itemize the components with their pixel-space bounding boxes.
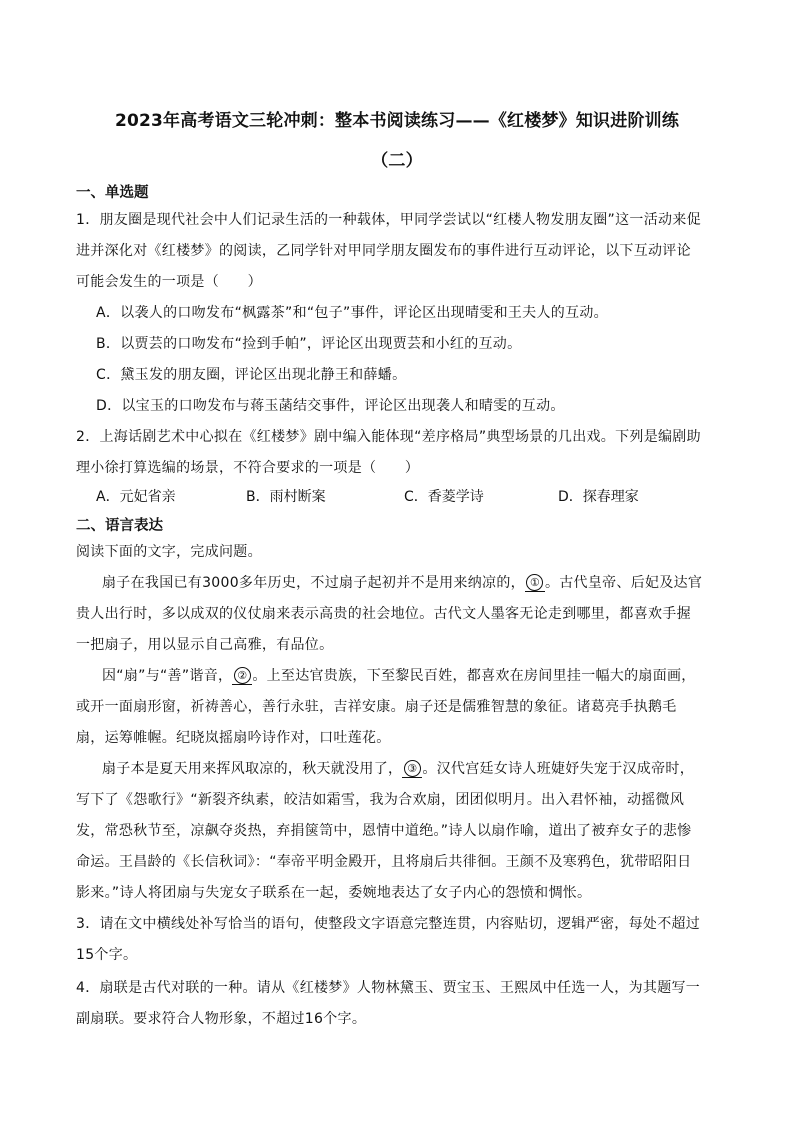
passage-p1-line2: 贵人出行时，多以成双的仪仗扇来表示高贵的社会地位。古代文人墨客无论走到哪里，都喜欢手握: [76, 606, 691, 622]
passage-p2-line2: 或开一面扇形窗，祈祷善心，善行永驻，吉祥安康。扇子还是儒雅智慧的象征。诸葛亮手执鹅毛: [76, 699, 677, 715]
q1-text-line2: 进并深化对《红楼梦》的阅读，乙同学针对甲同学朋友圈发布的事件进行互动评论，以下互动评论: [76, 243, 691, 259]
q3-text-line1: 3．请在文中横线处补写恰当的语句，使整段文字语意完整连贯，内容贴切，逻辑严密，每处不超过: [76, 916, 701, 932]
q2-text-line2: 理小徐打算选编的场景，不符合要求的一项是（ ）: [76, 460, 420, 476]
blank-marker-3: ③: [404, 760, 421, 777]
q2-option-b: B．雨村断案: [246, 489, 326, 505]
passage-p2-line3: 扇，运筹帷幄。纪晓岚摇扇吟诗作对，口吐莲花。: [76, 730, 391, 746]
blank-marker-1: ①: [526, 574, 543, 591]
q2-option-d: D．探春理家: [558, 489, 639, 505]
section-heading-language: 二、语言表达: [76, 518, 163, 534]
passage-p3-line3: 发，常恐秋节至，凉飙夺炎热，弃捐箧笥中，恩情中道绝。”诗人以扇作喻，道出了被弃女子的悲惨: [76, 823, 692, 839]
passage-p3-line1: 扇子本是夏天用来挥风取凉的，秋天就没用了， ③ 。汉代宫廷女诗人班婕妤失宠于汉成帝时，: [102, 761, 695, 777]
q1-option-d: D．以宝玉的口吻发布与蒋玉菡结交事件，评论区出现袭人和晴雯的互动。: [96, 398, 565, 414]
blank-3: [402, 760, 422, 778]
passage-p1-line1: 扇子在我国已有3000多年历史，不过扇子起初并不是用来纳凉的， ① 。古代皇帝、后妃及达官: [102, 575, 703, 591]
q4-text-line2: 副扇联。要求符合人物形象，不超过16个字。: [76, 1011, 367, 1027]
q1-option-b: B．以贾芸的口吻发布“捡到手帕”，评论区出现贾芸和小红的互动。: [96, 336, 522, 352]
passage-p3-line2: 写下了《怨歌行》“新裂齐纨素，皎洁如霜雪，我为合欢扇，团团似明月。出入君怀袖，动摇微风: [76, 792, 685, 808]
q2-text-line1: 2．上海话剧艺术中心拟在《红楼梦》剧中编入能体现“差序格局”典型场景的几出戏。下列是编剧助: [76, 429, 701, 445]
doc-title-line2: （二）: [371, 151, 423, 171]
blank-1: [525, 574, 545, 592]
reading-instruction: 阅读下面的文字，完成问题。: [76, 544, 262, 560]
passage-p2-line1: 因“扇”与“善”谐音， ② 。上至达官贵族，下至黎民百姓，都喜欢在房间里挂一幅大的扇面画，: [102, 668, 696, 684]
passage-p3-line5: 影来。”诗人将团扇与失宠女子联系在一起，委婉地表达了女子内心的怨愤和惆怅。: [76, 885, 592, 901]
passage-p3-line4: 命运。王昌龄的《长信秋词》：“奉帝平明金殿开，且将扇后共徘徊。王颜不及寒鸦色，犹带昭阳日: [76, 854, 692, 870]
q4-text-line1: 4．扇联是古代对联的一种。请从《红楼梦》人物林黛玉、贾宝玉、王熙凤中任选一人，为其题写一: [76, 980, 701, 996]
q1-text-line3: 可能会发生的一项是（ ）: [76, 274, 262, 290]
blank-2: [232, 667, 252, 685]
blank-marker-2: ②: [234, 667, 251, 684]
q2-option-c: C．香菱学诗: [404, 489, 484, 505]
section-heading-single-choice: 一、单选题: [76, 185, 149, 201]
q1-option-a: A．以袭人的口吻发布“枫露茶”和“包子”事件，评论区出现晴雯和王夫人的互动。: [96, 305, 608, 321]
q2-option-a: A．元妃省亲: [96, 489, 176, 505]
q3-text-line2: 15个字。: [76, 947, 138, 963]
doc-title-line1: 2023年高考语文三轮冲刺：整本书阅读练习——《红楼梦》知识进阶训练: [114, 111, 680, 131]
q1-option-c: C．黛玉发的朋友圈，评论区出现北静王和薛蟠。: [96, 367, 407, 383]
passage-p1-line3: 一把扇子，用以显示自己高雅，有品位。: [76, 637, 334, 653]
q1-text-line1: 1．朋友圈是现代社会中人们记录生活的一种载体，甲同学尝试以“红楼人物发朋友圈”这一活动来促: [76, 212, 701, 228]
